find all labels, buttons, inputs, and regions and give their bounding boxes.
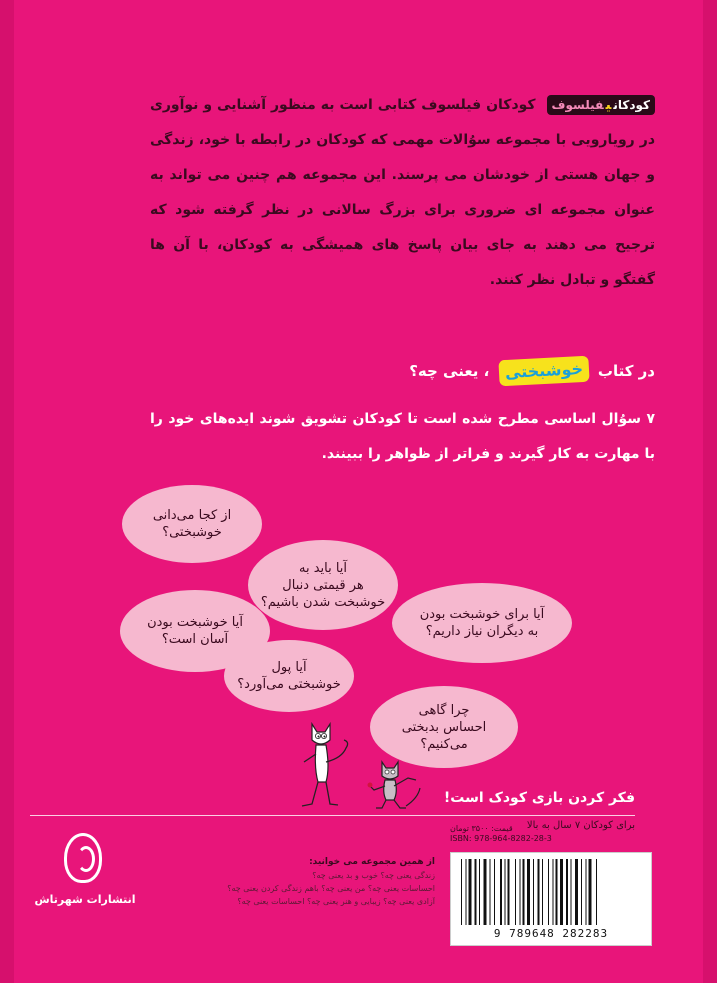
barcode-stripe [589, 859, 592, 925]
barcode-stripe [553, 859, 554, 925]
age-note: برای کودکان ۷ سال به بالا [526, 820, 635, 831]
series-logo: کودکانیفیلسوف [547, 95, 655, 115]
price-text: قیمت: ۳۵۰۰ تومان [450, 824, 513, 833]
barcode-stripe [479, 859, 480, 925]
bubble-line: می‌کنیم؟ [420, 736, 468, 752]
barcode-stripe [575, 859, 578, 925]
cover-edge-right [703, 0, 717, 983]
speech-bubble [392, 583, 572, 663]
book-title-highlight: خوشبختی [498, 356, 589, 387]
intro-paragraph [150, 88, 655, 298]
barcode-stripe [508, 859, 510, 925]
bubble-line: چرا گاهی [418, 702, 470, 718]
barcode-stripe [520, 859, 521, 925]
bubble-line: آیا باید به [298, 560, 348, 576]
price-block [450, 824, 650, 844]
isbn-text: ISBN: 978-964-8282-28-3 [450, 834, 552, 843]
speech-bubble [122, 485, 262, 563]
series-list-line: احساسات یعنی چه؟ من یعنی چه؟ باهم زندگی کردن یعنی چه؟ [227, 884, 435, 893]
series-list-line: زندگی یعنی چه؟ خوب و بد یعنی چه؟ [312, 871, 435, 880]
barcode-stripe [538, 859, 540, 925]
bubble-line: آسان است؟ [161, 632, 229, 647]
series-list-title: از همین مجموعه می خوانید: [309, 857, 435, 867]
barcode-number: 9 789648 282283 [493, 927, 609, 940]
barcode-stripe [505, 859, 506, 925]
barcode-stripe [542, 859, 543, 925]
bubble-line: هر قیمتی دنبال [282, 577, 364, 593]
barcode-stripe [523, 859, 525, 925]
barcode-stripe [500, 859, 502, 925]
bubble-line: آیا پول [271, 660, 307, 675]
intro-text: کودکان فیلسوف کتابی است به منظور آشنایی و نوآوری در رویارویی با مجموعه سوُالات مهمی که کودکان در رابطه با خود، زندگی و جهان هستی از خودشان می پرسند. این مجموعه هم چنین می تواند به عنوان مجموعه ای ضروری برای بزرگ سالانی در نظر گرفته شود که ترجیح می دهند به جای بیان پاسخ های همیشگی به کودکان، با آن ها گفتگو و تبادل نظر کنند. [150, 97, 655, 288]
barcode [450, 852, 652, 946]
speech-bubble [224, 640, 354, 712]
bubble-line: خوشبخت شدن باشیم؟ [260, 594, 386, 610]
barcode-stripe [527, 859, 530, 925]
barcode-stripe [490, 859, 491, 925]
publisher-name: انتشارات شهرتاش [34, 893, 136, 906]
barcode-stripe [581, 859, 582, 925]
barcode-stripe [566, 859, 568, 925]
bubble-line: آیا خوشبخت بودن [147, 615, 243, 630]
bubble-line: از کجا می‌دانی [152, 508, 232, 523]
cover-edge-left [0, 0, 14, 983]
barcode-stripe [556, 859, 558, 925]
question-after: ، یعنی چه؟ [409, 362, 490, 380]
bubble-line: خوشبختی؟ [162, 525, 222, 540]
bubble-line: آیا برای خوشبخت بودن [419, 607, 545, 622]
barcode-stripe [494, 859, 495, 925]
barcode-stripe [466, 859, 467, 925]
book-question-heading [220, 356, 655, 386]
barcode-stripe [548, 859, 549, 925]
barcode-stripe [515, 859, 516, 925]
barcode-stripe [571, 859, 572, 925]
barcode-stripe [596, 859, 597, 925]
barcode-stripe [475, 859, 477, 925]
barcode-stripe [484, 859, 487, 925]
divider [30, 815, 635, 816]
series-list-line: آزادی یعنی چه؟ زیبایی و هنر یعنی چه؟ احساسات یعنی چه؟ [237, 897, 435, 906]
tagline: فکر کردن بازی کودک است! [443, 790, 635, 806]
barcode-stripe [586, 859, 587, 925]
bubble-line: به دیگران نیاز داریم؟ [425, 624, 539, 639]
bubble-line: خوشبختی می‌آورد؟ [237, 677, 341, 692]
barcode-bars [461, 859, 641, 925]
barcode-stripe [469, 859, 472, 925]
barcode-stripe [461, 859, 462, 925]
bubble-line: احساس بدبختی [401, 719, 487, 735]
speech-bubble [248, 540, 398, 630]
barcode-stripe [533, 859, 534, 925]
book-description: ۷ سوُال اساسی مطرح شده است تا کودکان تشویق شوند ایده‌های خود را با مهارت به کار گیرند و فراتر از ظواهر را ببینند. [150, 411, 655, 462]
publisher-logo-icon [64, 833, 102, 883]
question-before: در کتاب [597, 362, 655, 380]
barcode-stripe [560, 859, 563, 925]
